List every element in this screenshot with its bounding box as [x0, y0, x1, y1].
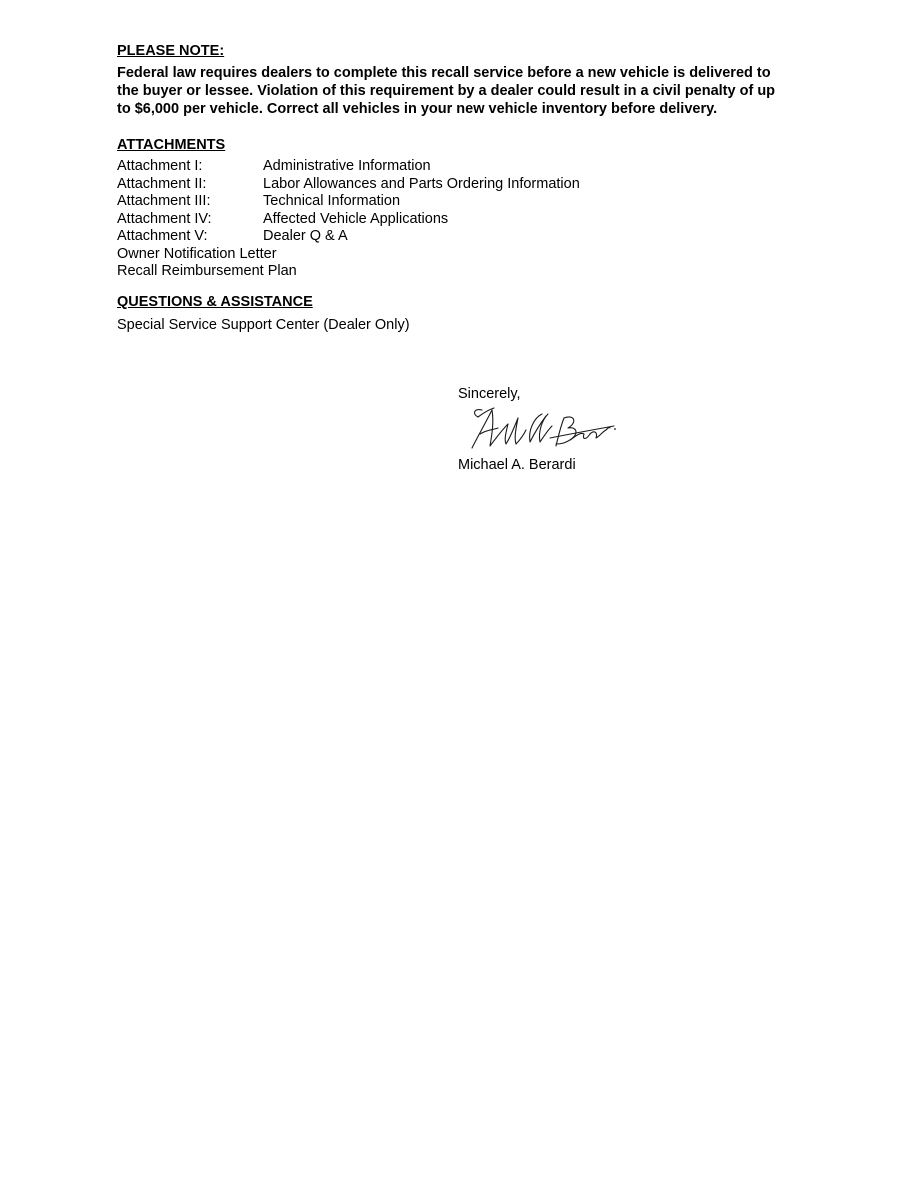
notice-line: to $6,000 per vehicle. Correct all vehicles in your new vehicle inventory before delivery.: [117, 101, 718, 117]
closing-salutation: Sincerely,: [458, 386, 521, 402]
attachments-heading: ATTACHMENTS: [117, 137, 226, 153]
attachment-item: [117, 193, 580, 211]
handwritten-signature-icon: [452, 404, 622, 454]
attachments-list: [117, 158, 580, 281]
attachment-code: Attachment V:: [117, 228, 208, 244]
federal-law-notice: [117, 64, 817, 118]
attachment-code: Attachment I:: [117, 158, 203, 174]
attachment-item: [117, 176, 580, 194]
attachment-item: [117, 211, 580, 229]
notice-line: the buyer or lessee. Violation of this requirement by a dealer could result in a civil penalty of up: [117, 83, 776, 99]
signer-name: Michael A. Berardi: [458, 457, 576, 473]
attachment-code: Attachment IV:: [117, 210, 212, 227]
notice-line: Federal law requires dealers to complete this recall service before a new vehicle is delivered to: [117, 65, 771, 81]
attachment-item: [117, 158, 580, 176]
attachment-title: Labor Allowances and Parts Ordering Information: [263, 175, 580, 192]
please-note-heading: PLEASE NOTE:: [117, 43, 225, 59]
recall-reimbursement-plan: Recall Reimbursement Plan: [117, 263, 297, 279]
attachment-code: Attachment III:: [117, 193, 211, 209]
owner-notification-letter: Owner Notification Letter: [117, 245, 277, 262]
attachment-code: Attachment II:: [117, 175, 207, 192]
attachment-item: [117, 228, 580, 246]
attachment-title: Dealer Q & A: [263, 228, 348, 244]
support-center-contact: Special Service Support Center (Dealer Only): [117, 317, 410, 333]
attachment-title: Technical Information: [263, 193, 401, 209]
questions-heading: QUESTIONS & ASSISTANCE: [117, 294, 313, 310]
attachment-title: Administrative Information: [263, 158, 431, 174]
attachment-title: Affected Vehicle Applications: [263, 210, 449, 227]
